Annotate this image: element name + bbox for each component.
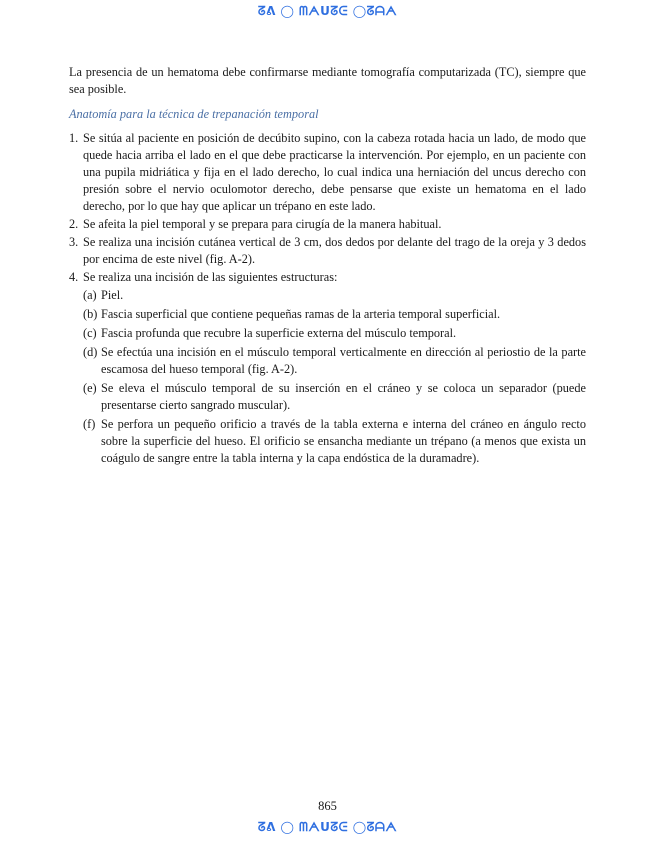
step-text: Se afeita la piel temporal y se prepara para cirugía de la manera habitual. (83, 217, 442, 231)
page-body (69, 64, 586, 469)
page-number: 865 (318, 799, 337, 813)
step-number: 1. (69, 131, 79, 145)
step-text: Se realiza una incisión de las siguientes estructuras: (83, 270, 338, 284)
substep-letter: (e) (83, 381, 97, 395)
substep-letter: (a) (83, 288, 97, 302)
substep-letter: (c) (83, 326, 97, 340)
substeps-list (69, 287, 586, 467)
substep-text: Se eleva el músculo temporal de su inserción en el cráneo y se coloca un separador (puede presentarse cierto sangrado muscular). (101, 381, 586, 412)
step-number: 3. (69, 235, 79, 249)
list-item-step-4 (69, 269, 586, 286)
substep-letter: (b) (83, 307, 98, 321)
watermark-top: ᘔᕕ ◯ ᗰᗅᑌᘔᕮ ◯ᘔᗩᗅ (257, 4, 398, 18)
list-item-step-3 (69, 234, 586, 268)
step-number: 4. (69, 270, 79, 284)
list-item-substep-f (69, 416, 586, 467)
list-item-step-2 (69, 216, 586, 233)
substep-text: Piel. (101, 288, 124, 302)
substep-text: Fascia profunda que recubre la superficie externa del músculo temporal. (101, 326, 457, 340)
substep-text: Fascia superficial que contiene pequeñas ramas de la arteria temporal superficial. (101, 307, 501, 321)
list-item-step-1 (69, 130, 586, 215)
list-item-substep-d (69, 344, 586, 378)
step-text: Se realiza una incisión cutánea vertical de 3 cm, dos dedos por delante del trago de la oreja y 3 dedos por encima de este nivel (fig. A-2). (83, 235, 586, 266)
substep-text: Se perfora un pequeño orificio a través de la tabla externa e interna del cráneo en ángulo recto sobre la superficie del hueso. El orificio se ensancha mediante un trépano (a menos que exista un coágulo de sangre entre la tabla interna y la capa endóstica de la duramadre). (101, 417, 586, 465)
substep-letter: (d) (83, 345, 98, 359)
list-item-substep-e (69, 380, 586, 414)
substep-text: Se efectúa una incisión en el músculo temporal verticalmente en dirección al periostio de la parte escamosa del hueso temporal (fig. A-2). (101, 345, 586, 376)
watermark-bottom: ᘔᕕ ◯ ᗰᗅᑌᘔᕮ ◯ᘔᗩᗅ (257, 820, 398, 834)
list-item-substep-a (69, 287, 586, 304)
list-item-substep-c (69, 325, 586, 342)
step-text: Se sitúa al paciente en posición de decúbito supino, con la cabeza rotada hacia un lado, de modo que quede hacia arriba el lado en el que debe practicarse la intervención. Por ejemplo, en un paciente con una pupila midriática y fija en el lado derecho, lo cual indica una herniación del uncus derecho con presión sobre el nervio oculomotor derecho, debe pensarse que existe un hematoma en el lado derecho, por lo que hay que aplicar un trépano en este lado. (83, 131, 586, 213)
section-heading: Anatomía para la técnica de trepanación temporal (69, 107, 319, 121)
steps-list (69, 130, 586, 286)
step-number: 2. (69, 217, 79, 231)
substep-letter: (f) (83, 417, 96, 431)
list-item-substep-b (69, 306, 586, 323)
intro-paragraph: La presencia de un hematoma debe confirmarse mediante tomografía computarizada (TC), siempre que sea posible. (69, 65, 586, 96)
